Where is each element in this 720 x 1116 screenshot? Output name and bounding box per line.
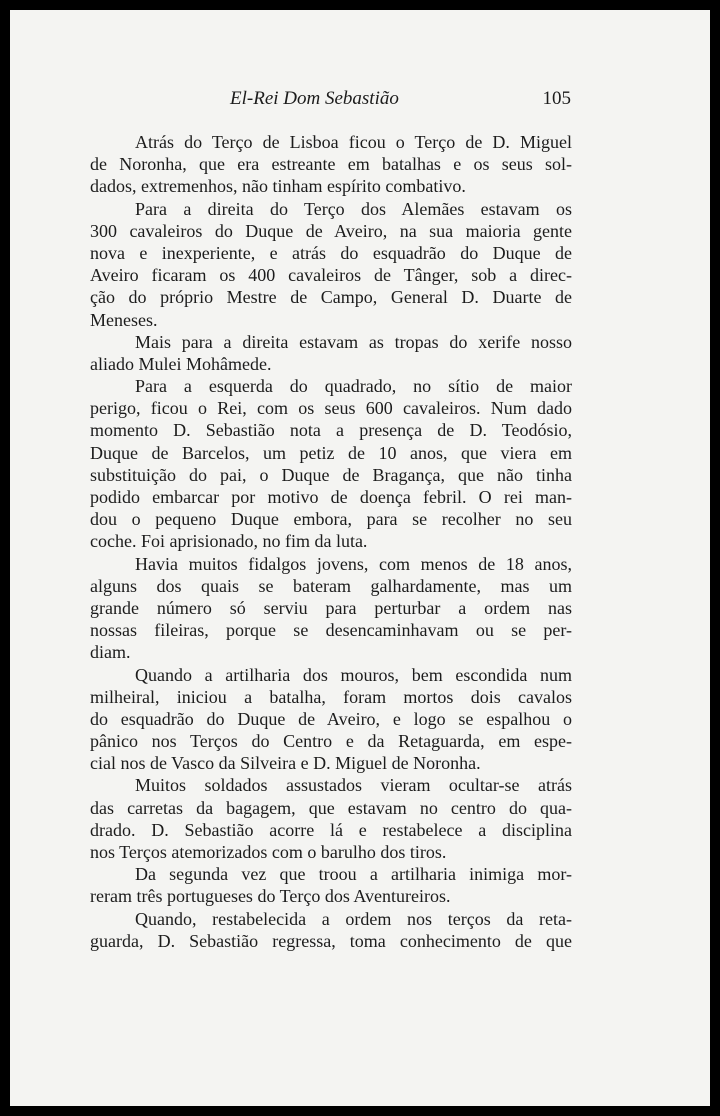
text-line: substituição do pai, o Duque de Bragança, que não tinha bbox=[90, 464, 572, 485]
text-line: perigo, ficou o Rei, com os seus 600 cavaleiros. Num dado bbox=[90, 398, 572, 419]
book-page bbox=[10, 10, 710, 1106]
text-line: milheiral, iniciou a batalha, foram mortos dois cavalos bbox=[90, 686, 572, 707]
paragraph bbox=[90, 375, 572, 553]
text-line: Meneses. bbox=[90, 309, 158, 330]
body-text bbox=[90, 131, 572, 952]
text-line: nossas fileiras, porque se desencaminhavam ou se per- bbox=[90, 620, 572, 641]
paragraph bbox=[90, 908, 572, 952]
text-line: Quando a artilharia dos mouros, bem escondida num bbox=[135, 664, 572, 685]
paragraph bbox=[90, 198, 572, 331]
paragraph bbox=[90, 331, 572, 375]
text-line: Atrás do Terço de Lisboa ficou o Terço de D. Miguel bbox=[135, 132, 572, 152]
text-line: drado. D. Sebastião acorre lá e restabelece a disciplina bbox=[90, 819, 572, 840]
text-line: Para a esquerda do quadrado, no sítio de maior bbox=[135, 376, 572, 397]
text-line: Havia muitos fidalgos jovens, com menos de 18 anos, bbox=[135, 553, 572, 574]
text-line: das carretas da bagagem, que estavam no centro do qua- bbox=[90, 797, 572, 818]
text-line: momento D. Sebastião nota a presença de D. Teodósio, bbox=[90, 420, 572, 441]
paragraph bbox=[90, 553, 572, 664]
paragraph bbox=[90, 774, 572, 863]
text-line: coche. Foi aprisionado, no fim da luta. bbox=[90, 531, 368, 552]
text-line: diam. bbox=[90, 642, 131, 663]
text-line: dou o pequeno Duque embora, para se recolher no seu bbox=[90, 509, 572, 530]
text-line: podido embarcar por motivo de doença febril. O rei man- bbox=[90, 487, 572, 507]
text-line: Mais para a direita estavam as tropas do xerife nosso bbox=[135, 331, 572, 352]
text-line: Quando, restabelecida a ordem nos terços da reta- bbox=[135, 908, 572, 929]
paragraph bbox=[90, 664, 572, 775]
paragraph bbox=[90, 131, 572, 198]
text-line: Da segunda vez que troou a artilharia inimiga mor- bbox=[135, 864, 572, 885]
text-line: cial nos de Vasco da Silveira e D. Miguel de Noronha. bbox=[90, 753, 481, 774]
text-line: nos Terços atemorizados com o barulho dos tiros. bbox=[90, 842, 447, 862]
text-line: Duque de Barcelos, um petiz de 10 anos, que viera em bbox=[90, 442, 572, 463]
paragraph bbox=[90, 863, 572, 907]
text-line: Para a direita do Terço dos Alemães estavam os bbox=[135, 198, 572, 219]
text-line: Muitos soldados assustados vieram ocultar-se atrás bbox=[135, 775, 572, 796]
text-line: grande número só serviu para perturbar a ordem nas bbox=[90, 597, 572, 618]
text-line: do esquadrão do Duque de Aveiro, e logo se espalhou o bbox=[90, 708, 572, 729]
text-line: Aveiro ficaram os 400 cavaleiros de Tânger, sob a direc- bbox=[90, 265, 572, 286]
running-title: El-Rei Dom Sebastião bbox=[230, 88, 399, 109]
text-line: dados, extremenhos, não tinham espírito combativo. bbox=[90, 176, 466, 197]
text-line: de Noronha, que era estreante em batalhas e os seus sol- bbox=[90, 154, 572, 175]
text-line: nova e inexperiente, e atrás do esquadrão do Duque de bbox=[90, 242, 572, 263]
text-line: 300 cavaleiros do Duque de Aveiro, na sua maioria gente bbox=[90, 220, 572, 241]
page-header bbox=[90, 80, 575, 112]
text-line: pânico nos Terços do Centro e da Retaguarda, em espe- bbox=[90, 731, 572, 752]
text-line: ção do próprio Mestre de Campo, General D. Duarte de bbox=[90, 287, 572, 308]
text-line: reram três portugueses do Terço dos Aventureiros. bbox=[90, 886, 451, 907]
text-line: guarda, D. Sebastião regressa, toma conhecimento de que bbox=[90, 930, 572, 951]
text-line: alguns dos quais se bateram galhardamente, mas um bbox=[90, 575, 572, 596]
page-number: 105 bbox=[542, 88, 571, 109]
text-line: aliado Mulei Mohâmede. bbox=[90, 353, 272, 374]
